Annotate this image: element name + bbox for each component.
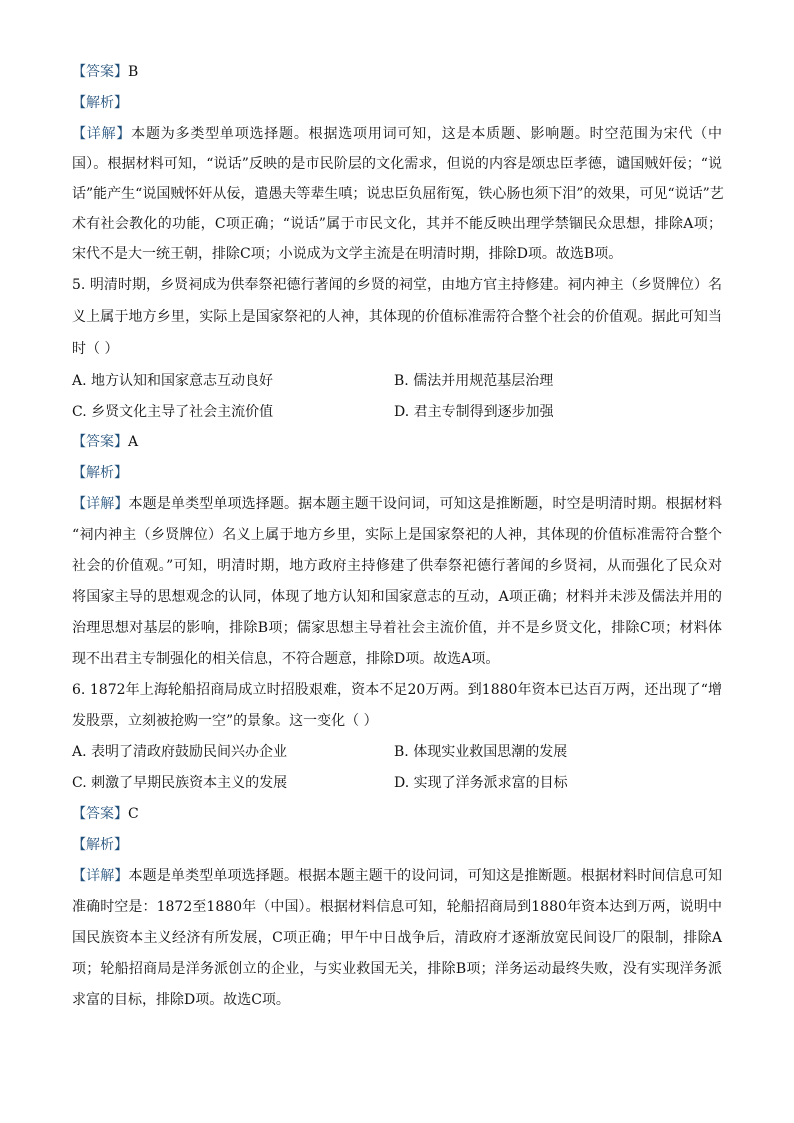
answer-tag: 【答案】 [72,64,128,80]
question-5-stem: 义上属于地方乡里，实际上是国家祭祀的人神，其体现的价值标准需符合整个社会的价值观。据此可知当 [72,309,722,325]
explanation-line [72,494,722,514]
answer-value: C [128,806,139,822]
question-5-options-row [72,371,722,391]
detail-tag: 【详解】 [72,126,132,142]
question-6-stem: 6. 1872年上海轮船招商局成立时招股艰难，资本不足20万两。到1880年资本已达百万两，还出现了“增 [72,682,722,698]
question-5-options-row [72,402,722,422]
explanation-line: 国）。根据材料可知，“说话”反映的是市民阶层的文化需求，但说的内容是颂忠臣孝德，谴国贼奸佞；“说 [72,156,722,172]
explanation-line: 求富的目标，排除D项。故选C项。 [72,992,290,1008]
explanation-line: 现不出君主专制强化的相关信息，不符合题意，排除D项。故选A项。 [72,651,500,667]
answer-value: B [128,64,139,80]
option-d: D. 实现了洋务派求富的目标 [394,775,568,791]
option-b: B. 体现实业救国思潮的发展 [394,744,568,760]
answer-line [72,62,722,82]
answer-value: A [128,434,139,450]
option-c: C. 刺激了早期民族资本主义的发展 [72,775,288,791]
explanation-text: 本题是单类型单项选择题。据本题主题干设问词，可知这是推断题，时空是明清时期。根据材料 [128,496,723,512]
explanation-line: “祠内神主（乡贤牌位）名义上属于地方乡里，实际上是国家祭祀的人神，其体现的价值标准需符合整个 [72,527,722,543]
analysis-tag: 【解析】 [72,95,128,111]
detail-tag: 【详解】 [72,868,129,884]
explanation-line: 国民族资本主义经济有所发展，C项正确；甲午中日战争后，清政府才逐渐放宽民间设厂的限制，排除A [72,930,722,946]
analysis-tag: 【解析】 [72,465,128,481]
option-a: A. 表明了清政府鼓励民间兴办企业 [72,744,288,760]
answer-tag: 【答案】 [72,434,128,450]
option-a: A. 地方认知和国家意志互动良好 [72,373,274,389]
page-content [72,62,722,1021]
explanation-line: 准确时空是：1872至1880年（中国）。根据材料信息可知，轮船招商局到1880年资本达到万两，说明中 [72,899,722,915]
explanation-line [72,124,722,144]
explanation-line: 社会的价值观。”可知，明清时期，地方政府主持修建了供奉祭祀德行著闻的乡贤祠，从而强化了民众对 [72,558,722,574]
explanation-line: 将国家主导的思想观念的认同，体现了地方认知和国家意志的互动，A项正确；材料并未涉及儒法并用的 [72,589,722,605]
answer-tag: 【答案】 [72,806,128,822]
explanation-line: 术有社会教化的功能，C项正确；“说话”属于市民文化，其并不能反映出理学禁锢民众思想，排除A项； [72,216,722,232]
explanation-line: 项；轮船招商局是洋务派创立的企业，与实业救国无关，排除B项；洋务运动最终失败，没有实现洋务派 [72,961,722,977]
answer-line [72,432,722,452]
option-d: D. 君主专制得到逐步加强 [394,404,554,420]
question-5-stem: 时（ ） [72,341,119,357]
question-5-stem: 5. 明清时期，乡贤祠成为供奉祭祀德行著闻的乡贤的祠堂，由地方官主持修建。祠内神主（乡贤牌位）名 [72,277,722,293]
explanation-line [72,866,722,886]
option-b: B. 儒法并用规范基层治理 [394,373,554,389]
explanation-text: 本题为多类型单项选择题。根据选项用词可知，这是本质题、影响题。时空范围为宋代（中 [131,126,723,142]
explanation-line: 宋代不是大一统王朝，排除C项；小说成为文学主流是在明清时期，排除D项。故选B项。 [72,246,623,262]
question-6-stem: 发股票，立刻被抢购一空”的景象。这一变化（ ） [72,713,378,729]
explanation-line: 治理思想对基层的影响，排除B项；儒家思想主导着社会主流价值，并不是乡贤文化，排除C项；材料体 [72,620,722,636]
question-6-options-row [72,742,722,762]
detail-tag: 【详解】 [72,496,129,512]
explanation-line: 话”能产生“说国贼怀奸从佞，遣愚夫等辈生嗔；说忠臣负屈衔冤，铁心肠也须下泪”的效果，可见“说话”艺 [72,186,724,202]
question-6-options-row [72,773,722,793]
analysis-tag: 【解析】 [72,837,128,853]
answer-line [72,804,722,824]
explanation-text: 本题是单类型单项选择题。根据本题主题干的设问词，可知这是推断题。根据材料时间信息可知 [128,868,723,884]
option-c: C. 乡贤文化主导了社会主流价值 [72,404,274,420]
